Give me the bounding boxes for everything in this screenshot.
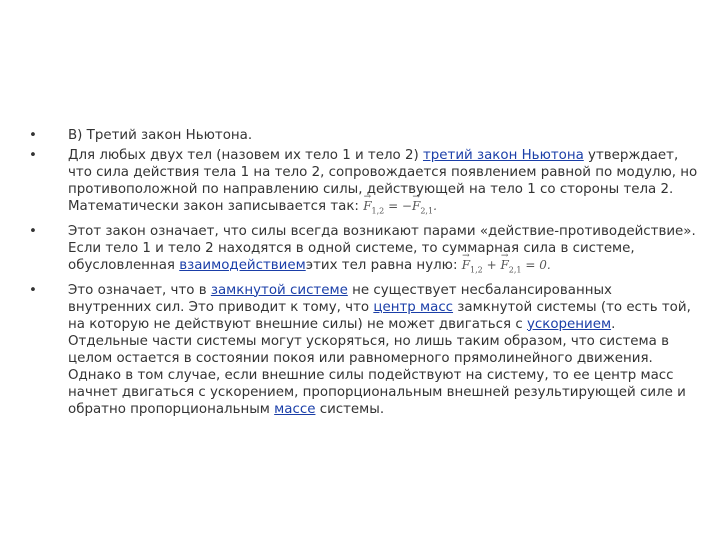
subscript: 1,2 <box>470 265 483 275</box>
link-third-law[interactable]: третий закон Ньютона <box>422 148 584 164</box>
list-item <box>28 223 698 279</box>
subscript: 1,2 <box>371 206 385 216</box>
link-acceleration[interactable]: ускорением <box>526 316 612 332</box>
bullet-icon: • <box>29 128 37 143</box>
list-item <box>28 282 698 419</box>
paragraph-text: Это означает, что в <box>68 282 211 298</box>
paragraph-text: Для любых двух тел (назовем их тело 1 и тело 2) <box>68 148 423 164</box>
paragraph-text: не существует несбалансированных внутренних сил. Это приводит к тому, что <box>68 282 612 315</box>
bullet-icon: • <box>29 148 37 164</box>
heading-text: В) Третий закон Ньютона. <box>68 128 253 143</box>
vector-symbol: → F <box>412 198 420 215</box>
formula-tail: = 0. <box>521 258 551 273</box>
paragraph-text: системы. <box>315 402 385 418</box>
formula <box>461 258 551 275</box>
formula <box>363 199 437 216</box>
link-mass[interactable]: массе <box>274 402 316 418</box>
link-center-of-mass[interactable]: центр масс <box>373 299 454 315</box>
list-item <box>28 147 698 220</box>
vector-symbol: → F <box>462 257 470 274</box>
paragraph-text: замкнутой системы (то есть той, на которую не действуют внешние силы) не может двигаться с <box>68 299 691 332</box>
bullet-list <box>28 127 698 421</box>
operator: = − <box>384 199 412 214</box>
vector-symbol: → F <box>363 198 371 215</box>
bullet-icon: • <box>29 223 37 239</box>
paragraph-text: . Отдельные части системы могут ускоряться, но лишь таким образом, что система в целом остается в состоянии покоя или равномерного прямолинейного движения. Однако в том случае, если внешние силы подействуют на систему, то ее центр масс начнет двигаться с ускорением, пропорциональным внешней результирующей силе и обратно пропорциональным <box>68 316 686 418</box>
paragraph-text: утверждает, что сила действия тела 1 на тело 2, сопровождается появлением равной по модулю, но противоположной по направлению силы, действующей на тело 1 со стороны тела 2. Математически закон записывается так: <box>68 148 698 215</box>
operator: + <box>482 258 501 273</box>
bullet-icon: • <box>29 282 37 298</box>
link-interaction[interactable]: взаимодействием <box>179 258 306 274</box>
formula-tail: . <box>433 199 437 214</box>
paragraph-text: этих тел равна нулю: <box>305 258 462 274</box>
subscript: 2,1 <box>508 265 522 275</box>
paragraph-text: Этот закон означает, что силы всегда возникают парами «действие-противодействие». Если тело 1 и тело 2 находятся в одной системе, то суммарная сила в системе, обусловленная <box>68 223 696 274</box>
subscript: 2,1 <box>420 206 434 216</box>
list-item <box>28 127 698 144</box>
vector-symbol: → F <box>500 257 508 274</box>
link-closed-system[interactable]: замкнутой системе <box>210 282 348 298</box>
